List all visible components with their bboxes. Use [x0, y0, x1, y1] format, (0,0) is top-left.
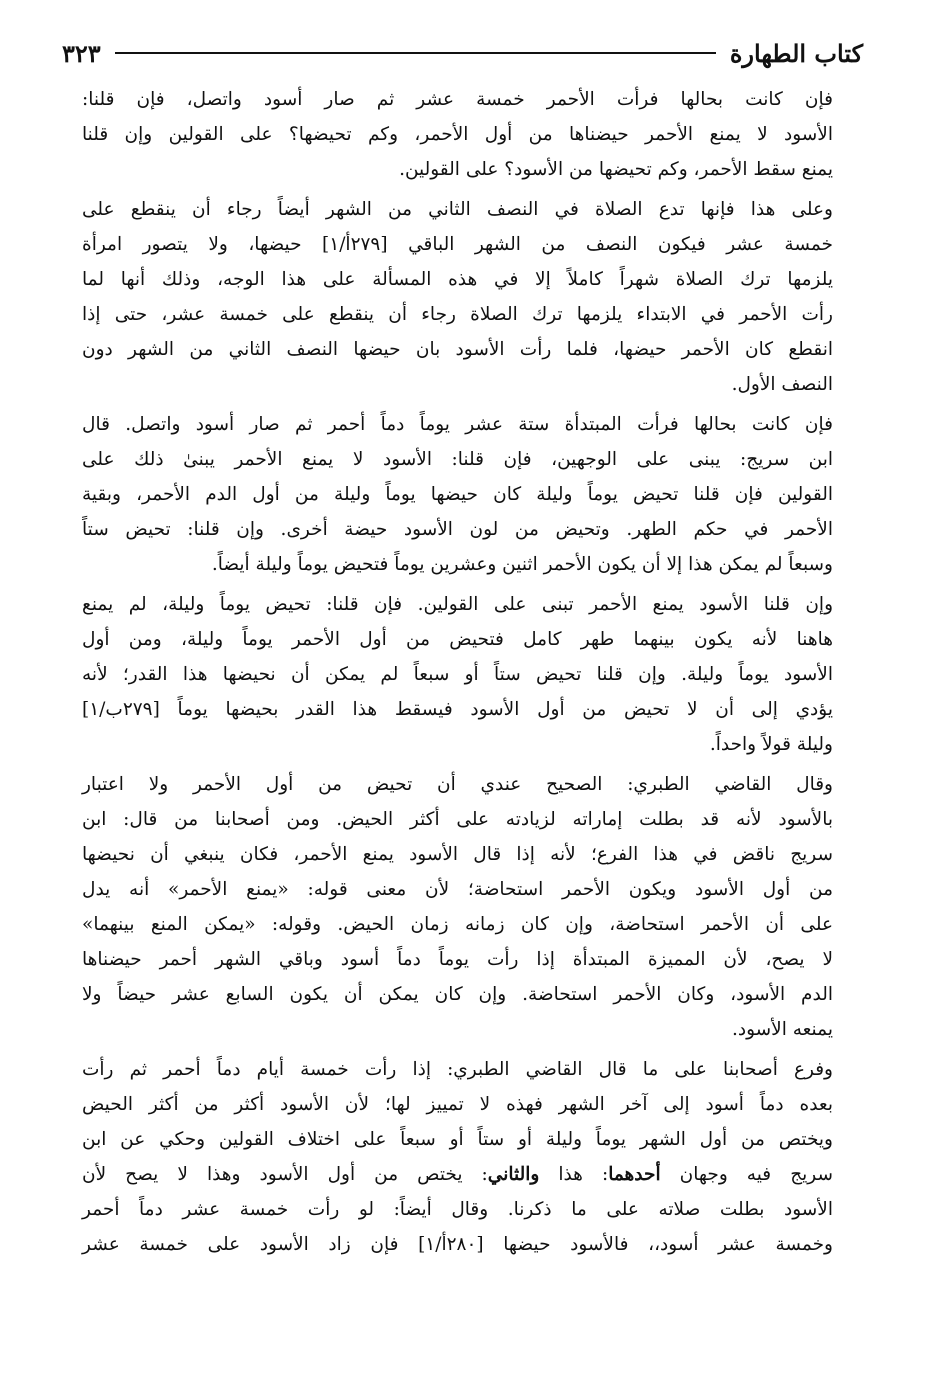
bold-term-second: والثاني: [487, 1164, 540, 1185]
text-line: وليلة قولاً واحداً.: [709, 734, 833, 755]
text-line: الأسود لا يمنع الأحمر حيضناها من أول الأحمر، وكم تحيضها؟ على القولين وإن قلنا: [82, 124, 833, 145]
text-line: فإن كانت بحالها فرأت الأحمر خمسة عشر ثم صار أسود واتصل، فإن قلنا:: [82, 89, 833, 110]
text-line: الأسود بطلت صلاته على ما ذكرنا. وقال أيضاً: لو رأت خمسة عشر دماً أحمر: [82, 1199, 833, 1220]
text-line: وخمسة عشر أسود،، فالأسود حيضها [٢٨٠أ/١] فإن زاد الأسود على خمسة عشر: [82, 1234, 833, 1255]
running-title: كتاب الطهارة: [729, 38, 863, 68]
paragraph-2: [82, 192, 855, 402]
text-line: خمسة عشر فيكون النصف من الشهر الباقي [٢٧٩أ/١] حيضها، ولا يتصور امرأة: [82, 234, 833, 255]
text-fragment: : يختص من أول الأسود وهذا لا يصح لأن: [82, 1164, 488, 1185]
page-number: ٣٢٣: [62, 38, 101, 68]
paragraph-3: [82, 407, 855, 582]
text-line: النصف الأول.: [731, 374, 833, 395]
text-line: ويختص من أول الشهر يوماً وليلة أو ستاً أو سبعاً على اختلاف القولين وحكي عن ابن: [82, 1129, 833, 1150]
text-line: وسبعاً لم يمكن هذا إلا أن يكون الأحمر اثنين وعشرين يوماً فتحيض يوماً وليلة أيضاً.: [211, 554, 833, 575]
text-line: بعده دماً أسود إلى آخر الشهر فهذه لا تمييز لها؛ لأن الأسود أكثر من أكثر الحيض: [82, 1094, 833, 1115]
text-line: رأت الأحمر في الابتداء يلزمها ترك الصلاة رجاء أن ينقطع على خمسة عشر، حتى إذا: [82, 304, 833, 325]
text-line: يؤدي إلى أن لا تحيض من أول الأسود فيسقط هذا القدر بحيضها يوماً [٢٧٩ب/١]: [82, 699, 833, 720]
text-line: بالأسود لأنه قد بطلت إماراته لزيادته على أكثر الحيض. ومن أصحابنا من قال: ابن: [82, 809, 833, 830]
text-line: هاهنا لأنه يكون بينهما طهر كامل فتحيض من أول الأحمر يوماً وليلة، ومن أول: [82, 629, 833, 650]
paragraph-6: [82, 1052, 855, 1262]
paragraph-4: [82, 587, 855, 762]
text-line: يمنع سقط الأحمر، وكم تحيضها من الأسود؟ على القولين.: [399, 159, 833, 180]
text-line: الأسود يوماً وليلة. وإن قلنا تحيض ستاً أو سبعاً لم يمكن أن نحيضها هذا القدر؛ لأنه: [82, 664, 833, 685]
text-line-with-bold-terms: [82, 1157, 855, 1192]
text-line: وقال القاضي الطبري: الصحيح عندي أن تحيض من أول الأحمر ولا اعتبار: [82, 774, 833, 795]
text-line: ابن سريج: يبنى على الوجهين، فإن قلنا: الأسود لا يمنع الأحمر يبنىٰ ذلك على: [82, 449, 833, 470]
paragraph-1: [82, 82, 855, 187]
text-line: يلزمها ترك الصلاة شهراً كاملاً إلا في هذه المسألة على هذا الوجه، وذلك أنها لما: [82, 269, 833, 290]
header-rule: [115, 52, 716, 54]
text-fragment: : هذا: [539, 1164, 609, 1185]
text-line: على أن الأحمر استحاضة، وإن كان زمانه زمان الحيض. وقوله: «يمكن المنع بينهما»: [82, 914, 833, 935]
text-line: وفرع أصحابنا على ما قال القاضي الطبري: إذا رأت خمسة أيام دماً أحمر ثم رأت: [82, 1059, 833, 1080]
text-line: وإن قلنا الأسود يمنع الأحمر تبنى على القولين. فإن قلنا: تحيض يوماً وليلة، لم يمنع: [82, 594, 833, 615]
text-line: من أول الأسود ويكون الأحمر استحاضة؛ لأن معنى قوله: «يمنع الأحمر» أنه يدل: [82, 879, 833, 900]
paragraph-5: [82, 767, 855, 1047]
text-line: يمنعه الأسود.: [731, 1019, 833, 1040]
text-line: القولين فإن قلنا تحيض يوماً وليلة كان حيضها يوماً وليلة من أول الدم الأحمر، وبقية: [82, 484, 833, 505]
page-header: [62, 36, 863, 70]
text-line: الأحمر في حكم الطهر. وتحيض من لون الأسود حيضة أخرى. وإن قلنا: تحيض ستاً: [82, 519, 833, 540]
text-line: سريج ناقض في هذا الفرع؛ لأنه إذا قال الأسود يمنع الأحمر، فكان ينبغي أن نحيضها: [82, 844, 833, 865]
body-text: [82, 82, 855, 1267]
bold-term-first: أحدهما: [608, 1164, 661, 1185]
text-line: الدم الأسود، وكان الأحمر استحاضة. وإن كان يمكن أن يكون السابع عشر حيضاً ولا: [82, 984, 833, 1005]
text-line: وعلى هذا فإنها تدع الصلاة في النصف الثاني من الشهر أيضاً رجاء أن ينقطع على: [82, 199, 833, 220]
text-line: لا يصح، لأن المميزة المبتدأة إذا رأت يوماً دماً أسود وباقي الشهر أحمر حيضناها: [82, 949, 833, 970]
text-line: انقطع كان الأحمر حيضها، فلما رأت الأسود بان حيضها النصف الثاني من الشهر دون: [82, 339, 833, 360]
text-fragment: سريج فيه وجهان: [660, 1164, 833, 1185]
text-line: فإن كانت بحالها فرأت المبتدأة ستة عشر يوماً دماً أحمر ثم صار أسود واتصل. قال: [82, 414, 833, 435]
